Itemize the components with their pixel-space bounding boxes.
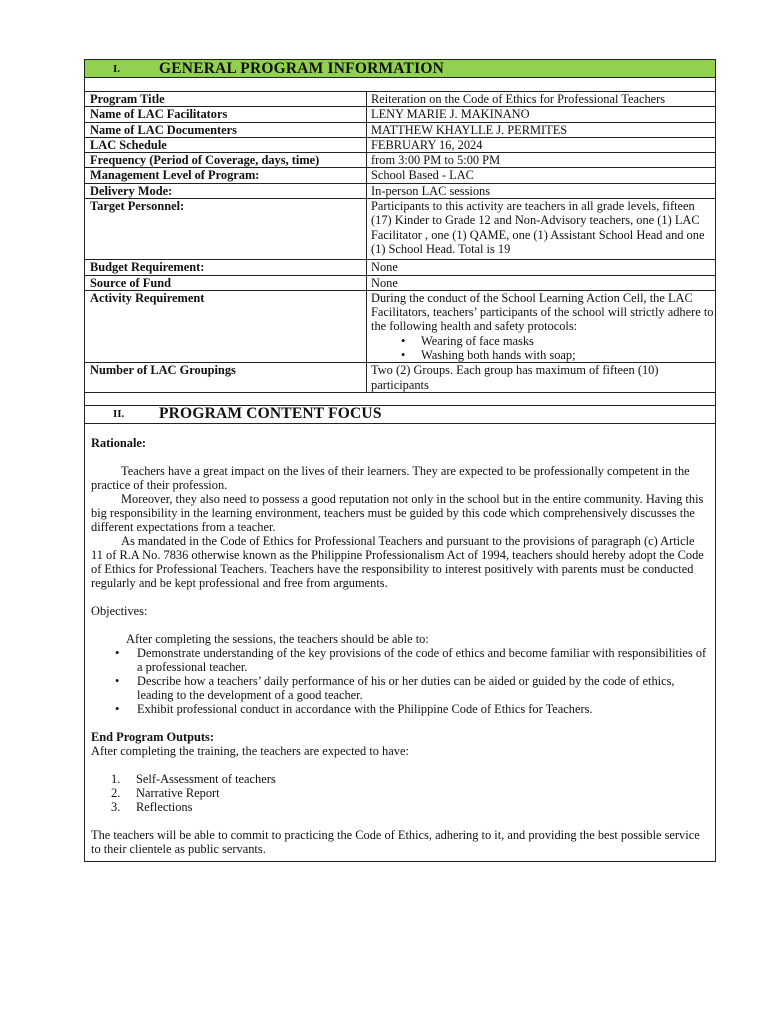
- row-label: Name of LAC Documenters: [85, 122, 367, 137]
- table-row: [85, 199, 715, 260]
- section-header-general: [85, 60, 715, 78]
- table-row: [85, 183, 715, 198]
- table-row: [85, 363, 715, 393]
- program-content: [85, 424, 715, 856]
- row-label: Source of Fund: [85, 275, 367, 290]
- row-value: None: [367, 275, 716, 290]
- section-title: GENERAL PROGRAM INFORMATION: [159, 59, 444, 77]
- list-item: • Demonstrate understanding of the key provisions of the code of ethics and become familiar with responsibilities of a professional teacher.: [115, 646, 709, 674]
- section-number: I.: [113, 62, 121, 75]
- row-value: FEBRUARY 16, 2024: [367, 137, 716, 152]
- table-row: [85, 122, 715, 137]
- row-label: Target Personnel:: [85, 199, 367, 260]
- row-label: Budget Requirement:: [85, 260, 367, 275]
- table-row: [85, 168, 715, 183]
- table-row: [85, 137, 715, 152]
- row-label: Frequency (Period of Coverage, days, time): [85, 153, 367, 168]
- row-value: None: [367, 260, 716, 275]
- list-item: • Washing both hands with soap;: [401, 348, 715, 362]
- list-item: • Exhibit professional conduct in accordance with the Philippine Code of Ethics for Teachers.: [115, 702, 709, 716]
- table-row: [85, 290, 715, 362]
- table-row: [85, 92, 715, 107]
- row-value: During the conduct of the School Learning Action Cell, the LAC Facilitators, teachers’ participants of the school will strictly adhere to the following health and safety protocols:: [371, 290, 714, 334]
- list-item: • Describe how a teachers’ daily performance of his or her duties can be aided or guided by the code of ethics, leading to the development of a good teacher.: [115, 674, 709, 702]
- objectives-intro: After completing the sessions, the teachers should be able to:: [126, 631, 429, 646]
- document-frame: [84, 59, 716, 862]
- outputs-heading: End Program Outputs:: [91, 729, 215, 744]
- protocol-list: [371, 334, 715, 363]
- row-label: Activity Requirement: [85, 290, 367, 362]
- row-label: Name of LAC Facilitators: [85, 107, 367, 122]
- section-title: PROGRAM CONTENT FOCUS: [159, 405, 382, 423]
- table-row: [85, 153, 715, 168]
- objectives-list: [91, 646, 709, 716]
- objectives-heading: Objectives:: [91, 603, 148, 618]
- program-info-table: [85, 92, 715, 393]
- row-label: Management Level of Program:: [85, 168, 367, 183]
- row-value: Participants to this activity are teachers in all grade levels, fifteen (17) Kinder to Grade 12 and Non-Advisory teachers, one (1) LAC Facilitator , one (1) QAME, one (1) Assistant School Head and one (1) School Head. Total is 19: [367, 199, 716, 260]
- row-label: Number of LAC Groupings: [85, 363, 367, 393]
- row-value: LENY MARIE J. MAKINANO: [367, 107, 716, 122]
- row-value-block: [367, 290, 716, 362]
- rationale-paragraph: As mandated in the Code of Ethics for Professional Teachers and pursuant to the provisions of paragraph (c) Article 11 of R.A No. 7836 otherwise known as the Philippine Professionalism Act of 1994, teachers should hereby adopt the Code of Ethics for Professional Teachers. Teachers have the responsibility to interest positively with parents must be conducted regularly and be kept professional and free from arguments.: [91, 533, 704, 590]
- row-label: Program Title: [85, 92, 367, 107]
- outputs-list: [91, 772, 709, 814]
- row-value: MATTHEW KHAYLLE J. PERMITES: [367, 122, 716, 137]
- row-label: LAC Schedule: [85, 137, 367, 152]
- row-value: Reiteration on the Code of Ethics for Professional Teachers: [367, 92, 716, 107]
- section-header-content: [85, 405, 715, 424]
- rationale-heading: Rationale:: [91, 435, 147, 450]
- list-item: 1. Self-Assessment of teachers: [111, 771, 276, 786]
- closing-paragraph: The teachers will be able to commit to practicing the Code of Ethics, adhering to it, and providing the best possible service to their clientele as public servants.: [91, 827, 700, 856]
- list-item: • Wearing of face masks: [401, 334, 715, 348]
- row-value: from 3:00 PM to 5:00 PM: [367, 153, 716, 168]
- row-value: School Based - LAC: [367, 168, 716, 183]
- list-item: 3. Reflections: [111, 799, 193, 814]
- rationale-paragraph: Teachers have a great impact on the lives of their learners. They are expected to be professionally competent in the practice of their profession.: [91, 463, 690, 492]
- section-number: II.: [113, 408, 125, 421]
- row-value: Two (2) Groups. Each group has maximum of fifteen (10) participants: [367, 363, 716, 393]
- row-label: Delivery Mode:: [85, 183, 367, 198]
- table-row: [85, 275, 715, 290]
- table-row: [85, 260, 715, 275]
- outputs-intro: After completing the training, the teachers are expected to have:: [91, 743, 409, 758]
- spacer-row: [85, 78, 715, 92]
- list-item: 2. Narrative Report: [111, 785, 220, 800]
- row-value: In-person LAC sessions: [367, 183, 716, 198]
- rationale-paragraph: Moreover, they also need to possess a good reputation not only in the school but in the entire community. Having this big responsibility in the learning environment, teachers must be guided by this code which comprehensively discusses the different expectations from a teacher.: [91, 491, 704, 534]
- table-row: [85, 107, 715, 122]
